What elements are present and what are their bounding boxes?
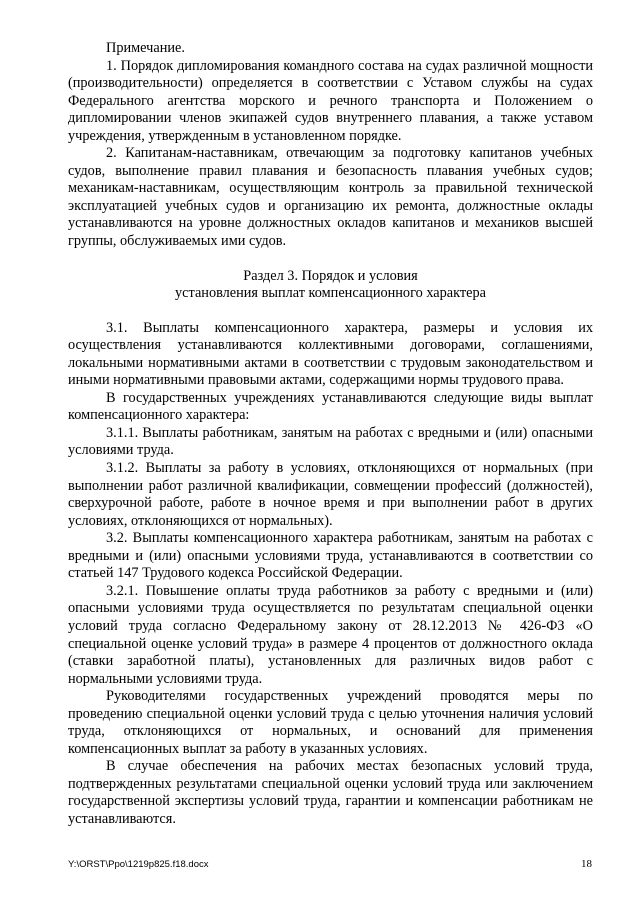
- section-heading-line-1: Раздел 3. Порядок и условия: [243, 267, 418, 284]
- paragraph-3-1: 3.1. Выплаты компенсационного характера, размеры и условия их осуществления устанавливаются коллективными договорами, соглашениями, локальными нормативными актами в соответствии с трудовым законодательством и иными нормативными правовыми актами, содержащими нормы трудового права.: [68, 319, 593, 389]
- document-body: [68, 40, 593, 829]
- paragraph-safe-conditions: В случае обеспечения на рабочих местах безопасных условий труда, подтвержденных результатами специальной оценки условий труда или заключением государственной экспертизы условий труда, гарантии и компенсации работникам не устанавливаются.: [68, 758, 593, 827]
- paragraph-heads: Руководителями государственных учреждений проводятся меры по проведению специальной оценки условий труда с целью уточнения наличия условий труда, отклоняющихся от нормальных, и оснований для применения компенсационных выплат за работу в указанных условиях.: [68, 688, 593, 757]
- paragraph-state-institutions: В государственных учреждениях устанавливаются следующие виды выплат компенсационного характера:: [68, 389, 593, 424]
- note-paragraph-1: 1. Порядок дипломирования командного состава на судах различной мощности (производительности) определяется в соответствии с Уставом службы на судах Федерального агентства морского и речного транспорта и Положением о дипломировании членов экипажей судов внутреннего плавания, а также уставом учреждения, утвержденным в установленном порядке.: [68, 57, 593, 144]
- page-number: 18: [581, 858, 592, 870]
- note-title: Примечание.: [106, 40, 185, 56]
- note-paragraph-2: 2. Капитанам-наставникам, отвечающим за подготовку капитанов учебных судов, выполнение правил плавания и безопасность плавания учебных судов; механикам-наставникам, осуществляющим контроль за правильной технической эксплуатацией учебных судов и организацию их ремонта, должностные оклады устанавливаются на уровне должностных окладов капитанов и механиков высшей группы, обслуживаемых ими судов.: [68, 145, 593, 250]
- paragraph-3-2-1: 3.2.1. Повышение оплаты труда работников за работу с вредными и (или) опасными условиями труда осуществляется по результатам специальной оценки условий труда согласно Федеральному закону от 28.12.2013 № 426-ФЗ «О специальной оценке условий труда» в размере 4 процентов от должностного оклада (ставки заработной платы), установленных для различных видов работ с нормальными условиями труда.: [68, 582, 593, 687]
- section-heading-line-2: установления выплат компенсационного характера: [175, 285, 486, 302]
- spacer: [68, 251, 593, 268]
- footer-file-path: Y:\ORST\Ppo\1219p825.f18.docx: [68, 859, 209, 870]
- paragraph-3-2: 3.2. Выплаты компенсационного характера работникам, занятым на работах с вредными и (или) опасными условиями труда, устанавливаются в соответствии со статьей 147 Трудового кодекса Российской Федерации.: [68, 530, 593, 582]
- paragraph-3-1-2: 3.1.2. Выплаты за работу в условиях, отклоняющихся от нормальных (при выполнении работ различной квалификации, совмещении профессий (должностей), сверхурочной работе, работе в ночное время и при выполнении работ в других условиях, отклоняющихся от нормальных).: [68, 460, 593, 529]
- paragraph-3-1-1: 3.1.1. Выплаты работникам, занятым на работах с вредными и (или) опасными условиями труда.: [68, 424, 593, 459]
- spacer: [68, 303, 593, 320]
